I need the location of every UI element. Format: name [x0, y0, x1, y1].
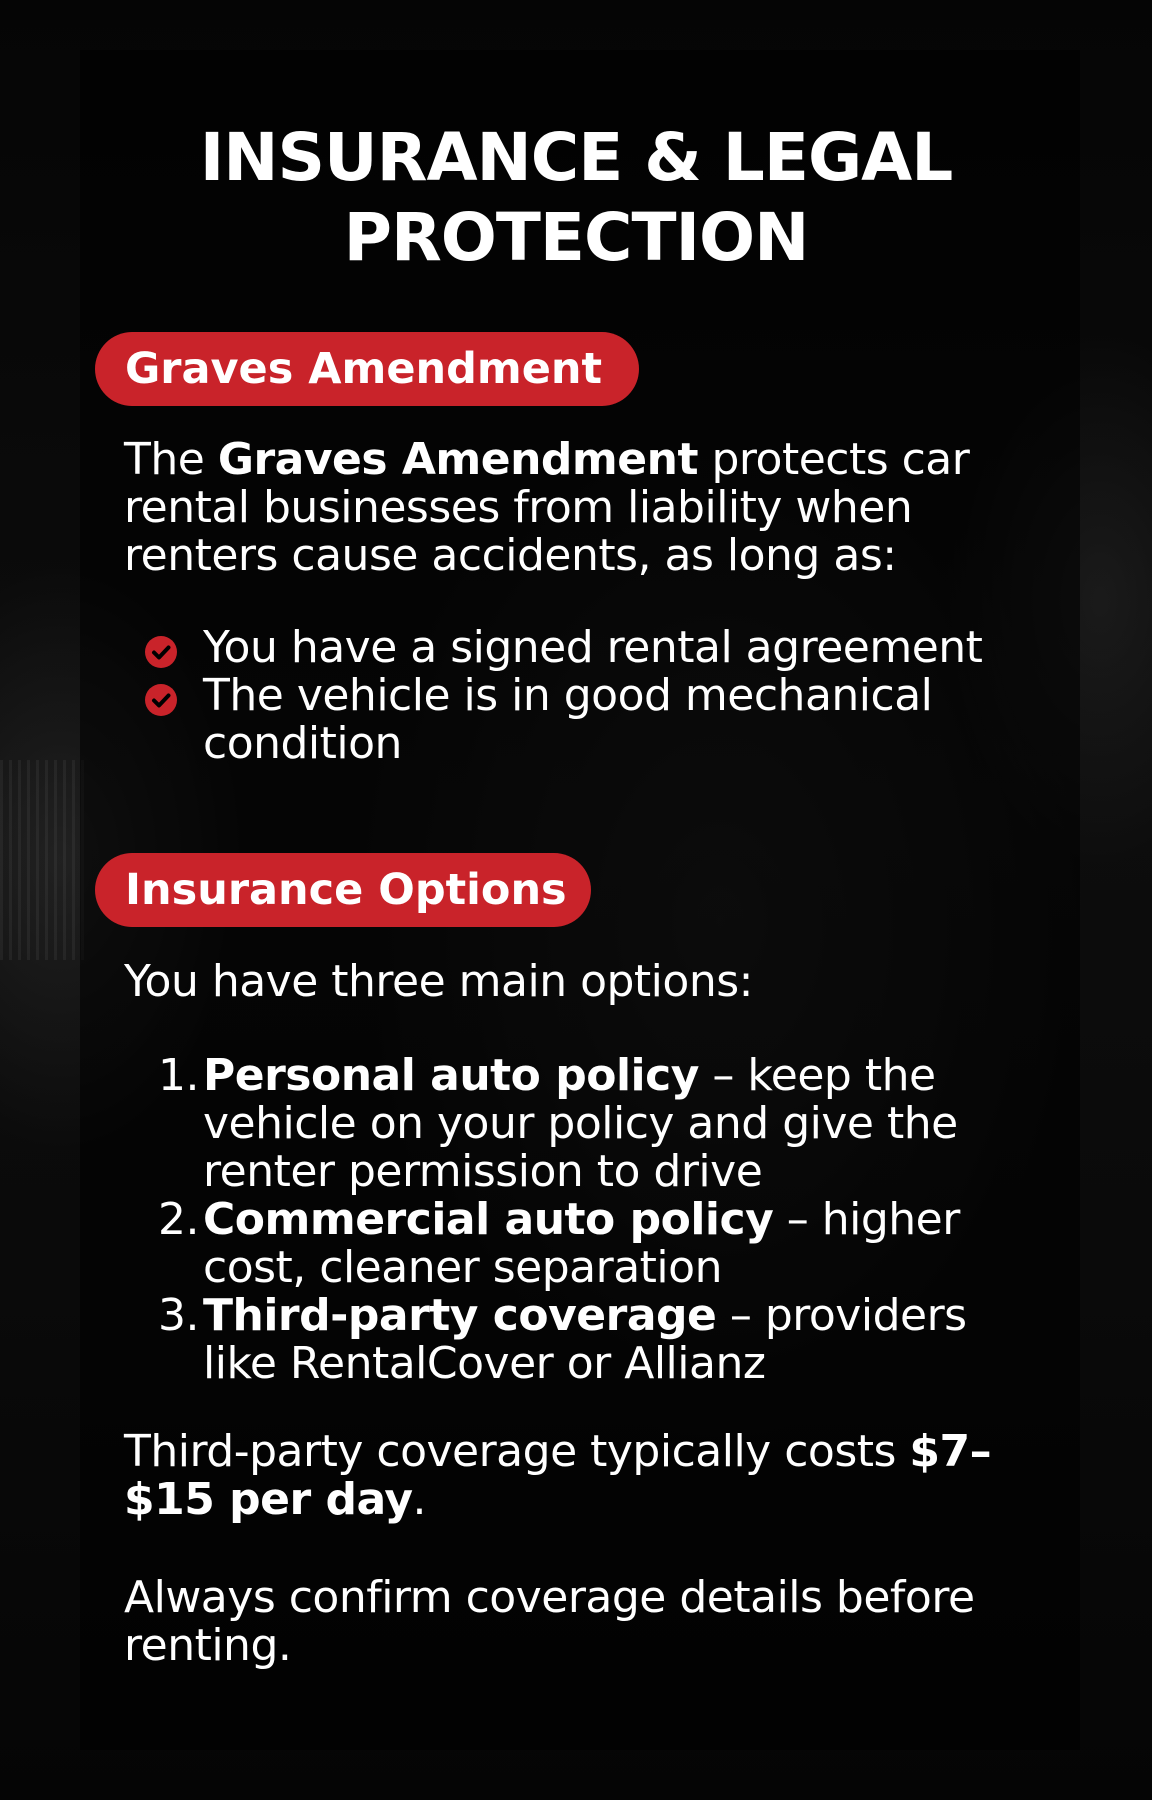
- option-name: Personal auto policy: [203, 1050, 699, 1101]
- option-number: 1.: [158, 1050, 199, 1101]
- list-item: [144, 624, 1024, 672]
- insurance-intro-paragraph: You have three main options:: [124, 956, 753, 1007]
- option-description: – higher cost, cleaner separation: [203, 1194, 960, 1293]
- coverage-cost-suffix: .: [412, 1474, 427, 1525]
- coverage-cost-paragraph: [124, 1428, 1024, 1524]
- page-title: [0, 118, 1152, 278]
- graves-intro-paragraph: [124, 436, 1024, 580]
- graves-intro-rest: protects car rental businesses from liability when renters cause accidents, as long as:: [124, 434, 970, 581]
- check-circle-icon: [145, 636, 177, 668]
- condition-text: The vehicle is in good mechanical condition: [203, 670, 933, 769]
- check-circle-icon: [145, 684, 177, 716]
- condition-text: You have a signed rental agreement: [203, 622, 983, 673]
- graves-intro-prefix: The: [124, 434, 218, 485]
- list-item: [124, 1292, 1024, 1388]
- graves-intro-bold: Graves Amendment: [217, 434, 698, 485]
- option-description: – keep the vehicle on your policy and give the renter permission to drive: [203, 1050, 958, 1197]
- graves-amendment-heading: Graves Amendment: [95, 332, 639, 406]
- list-item: [124, 1052, 1024, 1196]
- list-item: [124, 1196, 1024, 1292]
- coverage-cost-amount: $7–$15 per day: [124, 1426, 992, 1525]
- page-title-line-1: INSURANCE & LEGAL: [199, 119, 953, 196]
- option-number: 2.: [158, 1194, 199, 1245]
- closing-paragraph: Always confirm coverage details before renting.: [124, 1572, 975, 1671]
- option-name: Commercial auto policy: [203, 1194, 774, 1245]
- insurance-options-list: [124, 1052, 1024, 1388]
- option-description: – providers like RentalCover or Allianz: [203, 1290, 967, 1389]
- graves-conditions-list: [144, 624, 1024, 768]
- insurance-options-heading: Insurance Options: [95, 853, 591, 927]
- option-number: 3.: [158, 1290, 199, 1341]
- page-title-line-2: PROTECTION: [343, 199, 809, 276]
- coverage-cost-prefix: Third-party coverage typically costs: [124, 1426, 910, 1477]
- list-item: [144, 672, 1024, 768]
- option-name: Third-party coverage: [203, 1290, 717, 1341]
